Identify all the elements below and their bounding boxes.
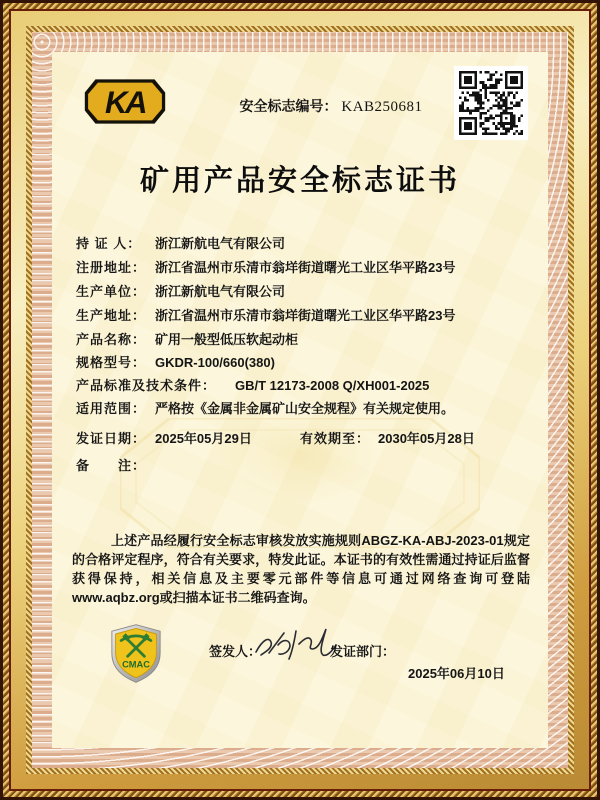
field-row-standards: [76, 378, 528, 394]
field-value: 矿用一般型低压软起动柜: [155, 332, 299, 347]
statement-paragraph: 上述产品经履行安全标志审核发放实施规则ABGZ-KA-ABJ-2023-01规定的合格评定程序，符合有关要求，特发此证。本证书的有效性需通过持证后监督获得保持，相关信息及主要零元部件等信息可通过网络查询可登陆www.aqbz.org或扫描本证书二维码查询。: [72, 533, 530, 605]
footer-issue-date: 2025年06月10日: [408, 666, 505, 681]
certificate-number-line: [239, 96, 422, 116]
ka-logo-text: KA: [104, 84, 146, 120]
field-label: 注册地址：: [76, 260, 147, 275]
field-label: 生产地址：: [76, 308, 147, 323]
certificate-number-label: 安全标志编号：: [239, 98, 338, 114]
field-value: 严格按《金属非金属矿山安全规程》有关规定使用。: [155, 401, 455, 416]
date-row: [76, 428, 475, 447]
field-label: 适用范围：: [76, 401, 147, 416]
field-row-production-address: [76, 308, 528, 324]
signature: [248, 622, 340, 664]
field-value: 浙江省温州市乐清市翁垟街道曙光工业区华平路23号: [155, 260, 456, 275]
field-value: GB/T 12173-2008 Q/XH001-2025: [235, 378, 430, 393]
field-value: 浙江新航电气有限公司: [155, 284, 286, 299]
issue-date-value: 2025年05月29日: [155, 431, 252, 446]
field-row-model: [76, 355, 528, 371]
signer-label: 签发人：: [209, 644, 262, 659]
cmac-emblem-text: CMAC: [122, 659, 150, 670]
qr-code: [454, 66, 528, 140]
issuing-department-label: 发证部门：: [330, 644, 396, 659]
certificate-number-value: KAB250681: [341, 99, 423, 115]
field-label: 产品名称：: [76, 332, 147, 347]
field-label: 生产单位：: [76, 284, 147, 299]
valid-until-label: 有效期至：: [300, 431, 371, 446]
remark-label: 备 注：: [76, 458, 147, 473]
field-row-scope: [76, 401, 528, 417]
ka-logo: [84, 78, 166, 125]
field-row-manufacturer: [76, 284, 528, 300]
field-value: 浙江新航电气有限公司: [155, 236, 286, 251]
field-label: 产品标准及技术条件：: [76, 378, 217, 393]
field-label: 持 证 人：: [76, 236, 142, 251]
field-row-registered-address: [76, 260, 528, 276]
field-row-product-name: [76, 332, 528, 348]
remark-row: [76, 455, 146, 474]
certificate-title: 矿用产品安全标志证书: [139, 165, 460, 197]
field-label: 规格型号：: [76, 355, 147, 370]
valid-until-value: 2030年05月28日: [378, 431, 475, 446]
field-value: GKDR-100/660(380): [155, 355, 275, 370]
field-row-holder: [76, 236, 528, 252]
cmac-emblem: [110, 623, 162, 684]
field-value: 浙江省温州市乐清市翁垟街道曙光工业区华平路23号: [155, 308, 456, 323]
issue-date-label: 发证日期：: [76, 431, 147, 446]
